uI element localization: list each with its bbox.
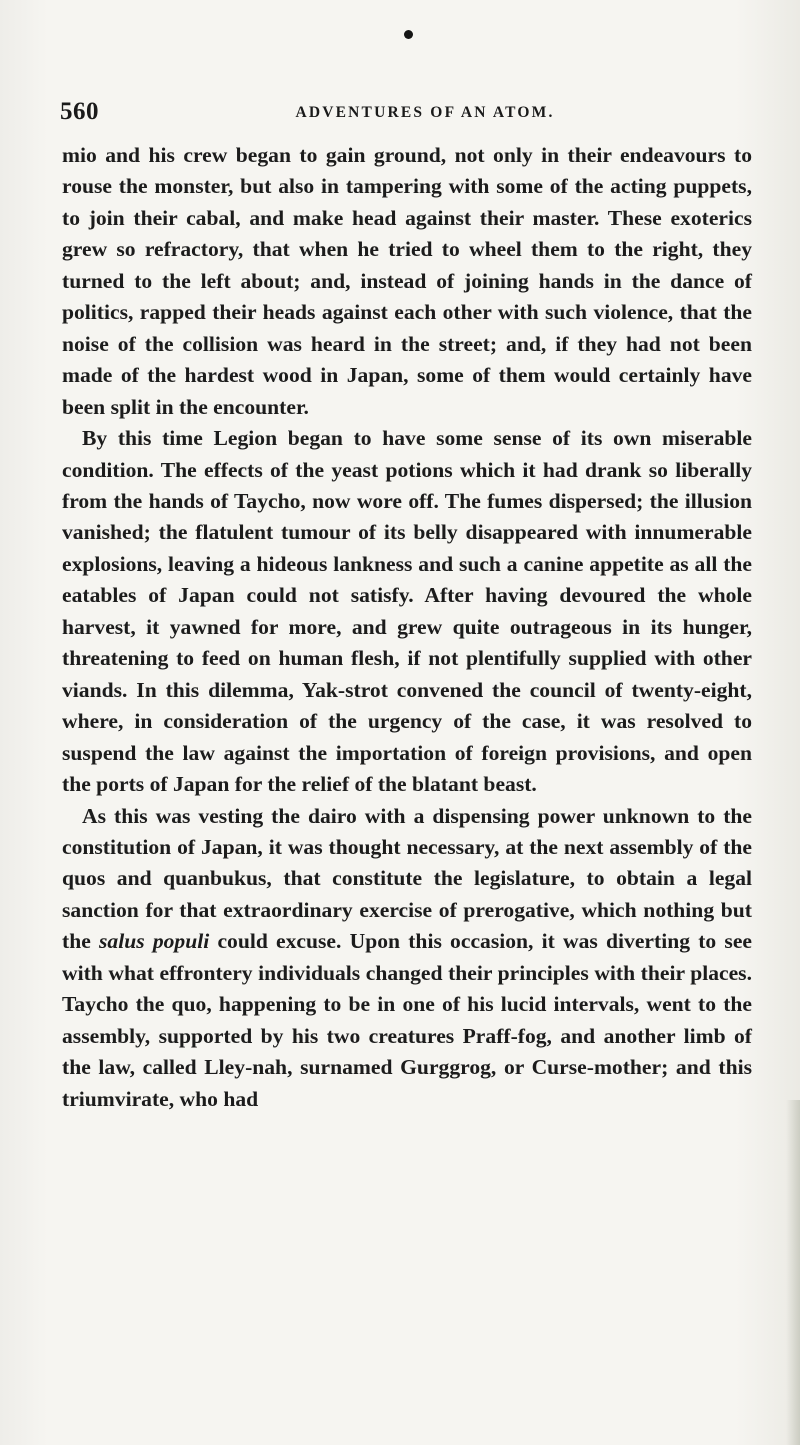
- paragraph-3-end: could excuse. Upon this occasion, it was diverting to see with what effrontery individuals changed their principles with their places. Taycho the quo, happening to be in one of his lucid intervals, went to the assembly, supported by his two creatures Praff-fog, and another limb of the law, called Lley-nah, surnamed Gurggrog, or Curse-mother; and this triumvirate, who had: [62, 929, 752, 1111]
- paragraph-3-start: As this was vesting the dairo with a dispensing power unknown to the constitution of Japan, it was thought necessary, at the next assembly of the quos and quanbukus, that constitute the legislature, to obtain a legal sanction for that extraordinary exercise of prerogative, which nothing but the: [62, 803, 752, 954]
- page-edge-shadow: [786, 1100, 800, 1445]
- page-number: 560: [60, 98, 99, 125]
- running-title: ADVENTURES OF AN ATOM.: [295, 104, 555, 121]
- running-head: [60, 98, 750, 132]
- paragraph-3: [62, 801, 752, 1116]
- paragraph-2: By this time Legion began to have some sense of its own miserable condition. The effects of the yeast potions which it had drank so liberally from the hands of Taycho, now wore off. The fumes dispersed; the illusion vanished; the flatulent tumour of its belly disappeared with innumerable explosions, leaving a hideous lankness and such a canine appetite as all the eatables of Japan could not satisfy. After having devoured the whole harvest, it yawned for more, and grew quite outrageous in its hunger, threatening to feed on human flesh, if not plentifully supplied with other viands. In this dilemma, Yak-strot convened the council of twenty-eight, where, in consideration of the urgency of the case, it was resolved to suspend the law against the importation of foreign provisions, and open the ports of Japan for the relief of the blatant beast.: [62, 426, 752, 797]
- ink-speck: [404, 30, 413, 39]
- body-text: [62, 140, 752, 1115]
- paragraph-1: mio and his crew began to gain ground, not only in their endeavours to rouse the monster, but also in tampering with some of the acting puppets, to join their cabal, and make head against their master. These exoterics grew so refractory, that when he tried to wheel them to the right, they turned to the left about; and, instead of joining hands in the dance of politics, rapped their heads against each other with such violence, that the noise of the collision was heard in the street; and, if they had not been made of the hardest wood in Japan, some of them would certainly have been split in the encounter.: [62, 143, 752, 419]
- latin-phrase: salus populi: [99, 929, 210, 954]
